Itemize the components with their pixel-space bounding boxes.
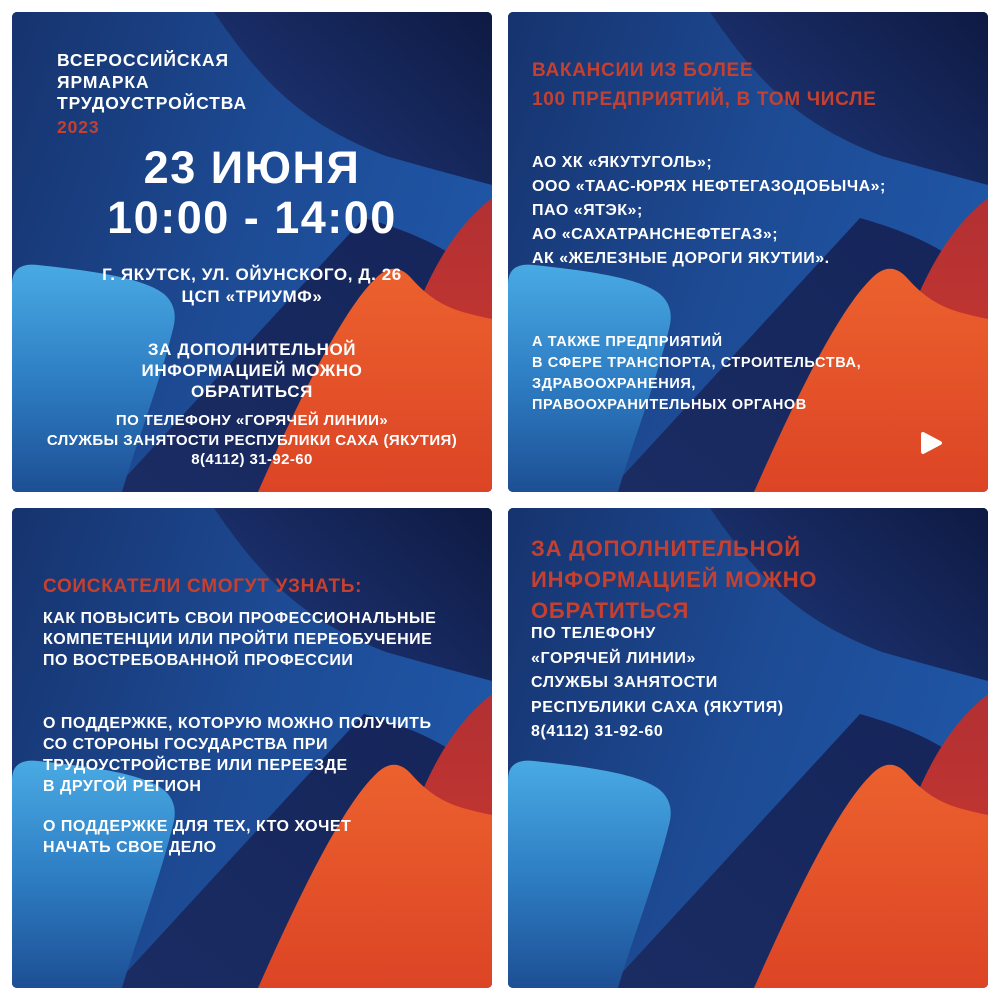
contact-heading-line: ИНФОРМАЦИЕЙ МОЖНО xyxy=(531,567,818,592)
other-sectors-line: В СФЕРЕ ТРАНСПОРТА, СТРОИТЕЛЬСТВА, xyxy=(532,355,862,371)
learn-line: О ПОДДЕРЖКЕ ДЛЯ ТЕХ, КТО ХОЧЕТ xyxy=(43,818,352,835)
learn-line: КАК ПОВЫСИТЬ СВОИ ПРОФЕССИОНАЛЬНЫЕ xyxy=(43,610,437,627)
event-address-line: Г. ЯКУТСК, УЛ. ОЙУНСКОГО, Д. 26 xyxy=(102,265,402,284)
learn-item-own-business xyxy=(43,816,351,858)
panel-learn[interactable] xyxy=(12,508,492,988)
event-title-line: ВСЕРОССИЙСКАЯ xyxy=(57,50,230,70)
event-datetime xyxy=(12,143,492,243)
learn-line: ТРУДОУСТРОЙСТВЕ ИЛИ ПЕРЕЕЗДЕ xyxy=(43,757,348,774)
other-sectors-note xyxy=(532,332,861,416)
company-item: АО «САХАТРАНСНЕФТЕГАЗ»; xyxy=(532,226,779,243)
contact-heading xyxy=(531,533,817,626)
event-title-line: ЯРМАРКА xyxy=(57,71,150,92)
company-item: ПАО «ЯТЭК»; xyxy=(532,202,643,219)
contact-line: РЕСПУБЛИКИ САХА (ЯКУТИЯ) xyxy=(531,698,784,716)
more-info-line: ЗА ДОПОЛНИТЕЛЬНОЙ xyxy=(147,340,357,359)
more-info-note xyxy=(12,339,492,402)
company-list xyxy=(532,151,886,271)
learn-line: НАЧАТЬ СВОЕ ДЕЛО xyxy=(43,839,217,856)
contact-line: ПО ТЕЛЕФОНУ xyxy=(531,625,656,642)
vacancies-heading xyxy=(532,56,877,114)
event-date: 23 ИЮНЯ xyxy=(143,142,361,193)
learn-line: СО СТОРОНЫ ГОСУДАРСТВА ПРИ xyxy=(43,736,328,753)
panel-vacancies[interactable] xyxy=(508,12,988,492)
contact-details xyxy=(531,622,784,745)
other-sectors-line: А ТАКЖЕ ПРЕДПРИЯТИЙ xyxy=(532,334,723,350)
event-time: 10:00 - 14:00 xyxy=(107,192,397,243)
vacancies-heading-line: ВАКАНСИИ ИЗ БОЛЕЕ xyxy=(532,60,754,81)
event-title-line: ТРУДОУСТРОЙСТВА xyxy=(57,93,247,113)
company-item: АК «ЖЕЛЕЗНЫЕ ДОРОГИ ЯКУТИИ». xyxy=(532,250,830,267)
learn-item-state-support xyxy=(43,713,431,797)
company-item: ООО «ТААС-ЮРЯХ НЕФТЕГАЗОДОБЫЧА»; xyxy=(532,178,886,195)
contact-heading-line: ЗА ДОПОЛНИТЕЛЬНОЙ xyxy=(531,536,801,561)
event-year: 2023 xyxy=(57,116,100,137)
panel-intro[interactable] xyxy=(12,12,492,492)
hotline-line: СЛУЖБЫ ЗАНЯТОСТИ РЕСПУБЛИКИ САХА (ЯКУТИЯ) xyxy=(46,431,458,449)
learn-line: О ПОДДЕРЖКЕ, КОТОРУЮ МОЖНО ПОЛУЧИТЬ xyxy=(43,715,432,732)
learn-line: КОМПЕТЕНЦИИ ИЛИ ПРОЙТИ ПЕРЕОБУЧЕНИЕ xyxy=(43,631,433,648)
hotline-line: ПО ТЕЛЕФОНУ «ГОРЯЧЕЙ ЛИНИИ» xyxy=(115,412,389,429)
more-info-line: ИНФОРМАЦИЕЙ МОЖНО xyxy=(141,361,363,380)
learn-line: В ДРУГОЙ РЕГИОН xyxy=(43,778,202,795)
contact-heading-line: ОБРАТИТЬСЯ xyxy=(531,598,690,623)
learn-line: ПО ВОСТРЕБОВАННОЙ ПРОФЕССИИ xyxy=(43,652,354,669)
learn-item-retraining xyxy=(43,608,436,671)
other-sectors-line: ЗДРАВООХРАНЕНИЯ, xyxy=(532,376,697,392)
play-icon[interactable] xyxy=(918,430,944,456)
hotline-phone-number: 8(4112) 31-92-60 xyxy=(191,451,313,468)
contact-line: «ГОРЯЧЕЙ ЛИНИИ» xyxy=(531,649,697,667)
other-sectors-line: ПРАВООХРАНИТЕЛЬНЫХ ОРГАНОВ xyxy=(532,397,807,413)
contact-phone-number: 8(4112) 31-92-60 xyxy=(531,723,664,740)
hotline-contact xyxy=(12,411,492,470)
learn-heading: СОИСКАТЕЛИ СМОГУТ УЗНАТЬ: xyxy=(43,576,363,597)
vacancies-heading-line: 100 ПРЕДПРИЯТИЙ, В ТОМ ЧИСЛЕ xyxy=(532,89,877,110)
more-info-line: ОБРАТИТЬСЯ xyxy=(191,382,313,401)
company-item: АО ХК «ЯКУТУГОЛЬ»; xyxy=(532,154,713,171)
panel-contact[interactable] xyxy=(508,508,988,988)
event-title xyxy=(57,50,247,138)
event-address xyxy=(12,264,492,308)
contact-line: СЛУЖБЫ ЗАНЯТОСТИ xyxy=(531,674,718,691)
event-address-line: ЦСП «ТРИУМФ» xyxy=(181,287,323,306)
